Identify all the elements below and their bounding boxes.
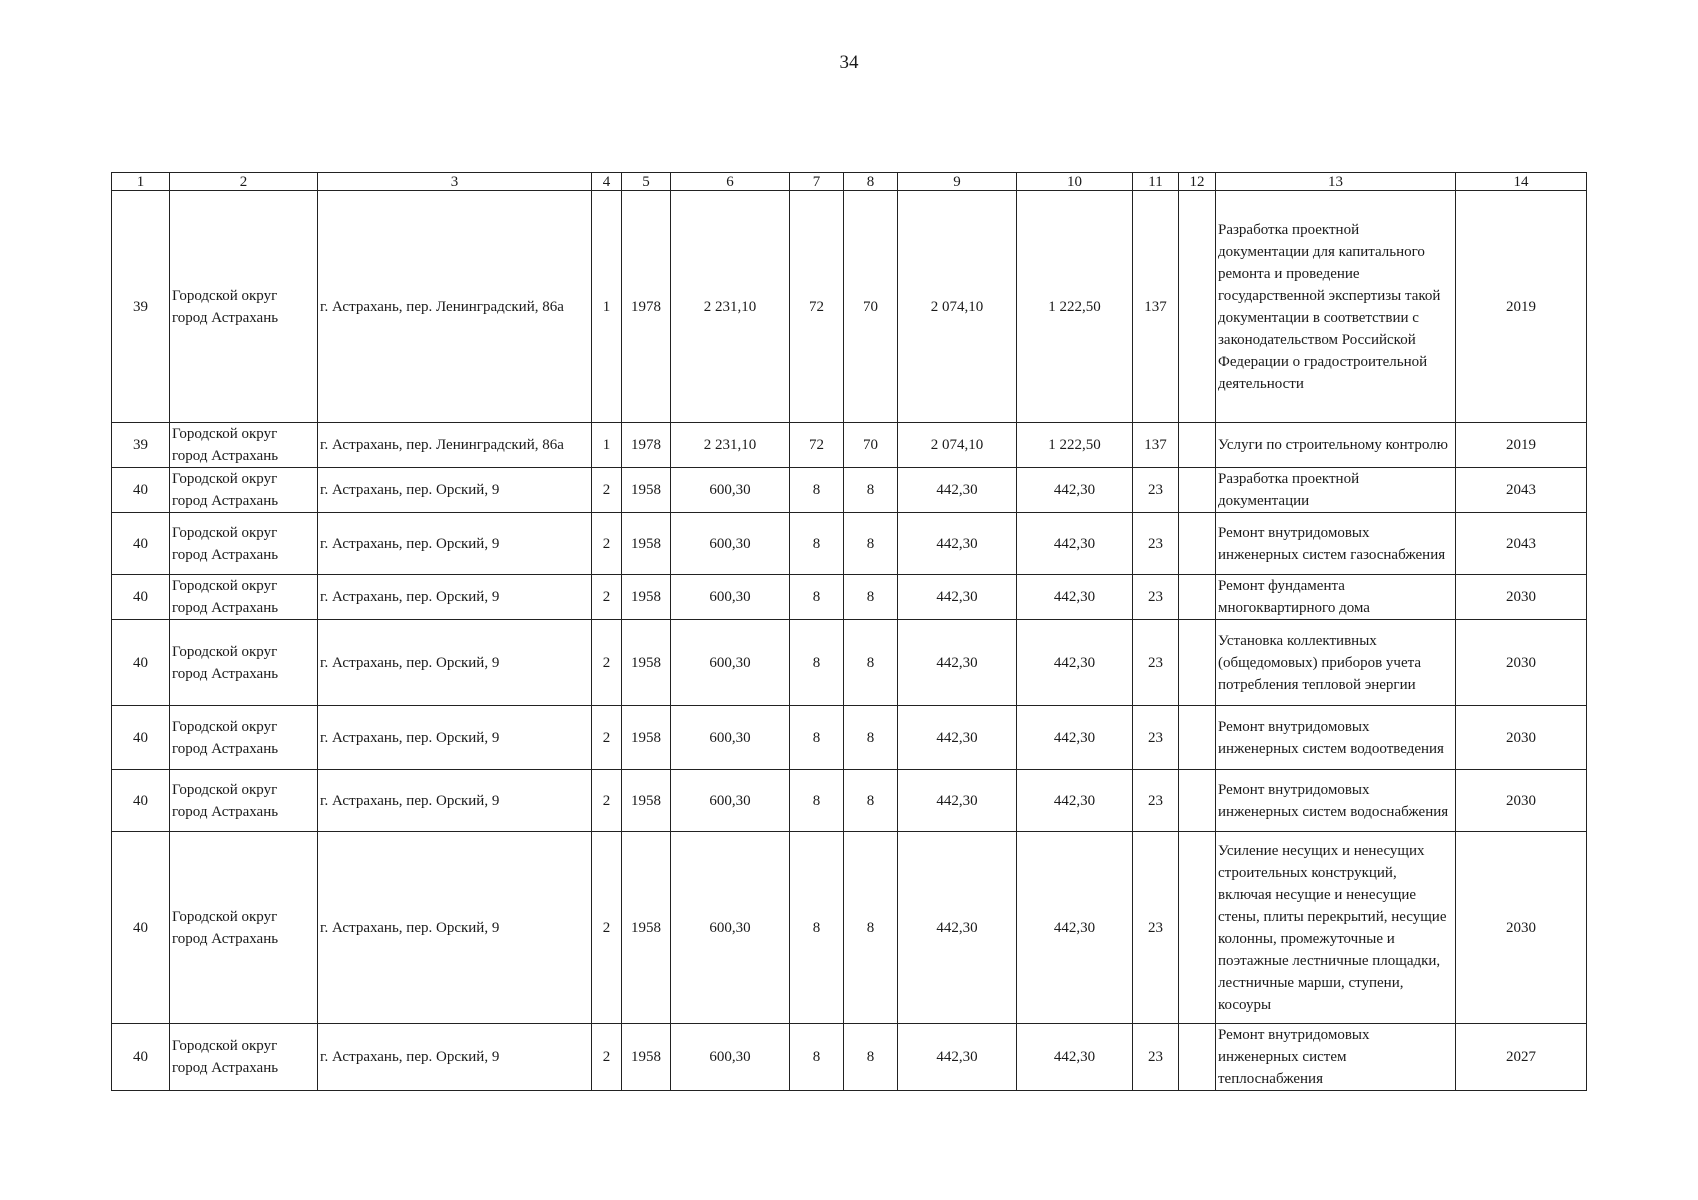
- col-6-cell: 600,30: [671, 468, 790, 513]
- address-cell: г. Астрахань, пер. Ленинградский, 86а: [318, 191, 592, 423]
- col-4-cell: 2: [592, 770, 622, 832]
- header-cell: 6: [671, 173, 790, 191]
- col-10-cell: 442,30: [1017, 832, 1133, 1024]
- col-12-cell: [1179, 706, 1216, 770]
- col-7-cell: 8: [790, 513, 844, 575]
- col-9-cell: 442,30: [898, 832, 1017, 1024]
- work-description-cell: Разработка проектной документации для капитального ремонта и проведение государственной экспертизы такой документации в соответствии с законодательством Российской Федерации о градостроительной деятельности: [1216, 191, 1456, 423]
- col-9-cell: 2 074,10: [898, 423, 1017, 468]
- col-10-cell: 442,30: [1017, 468, 1133, 513]
- col-7-cell: 8: [790, 468, 844, 513]
- col-4-cell: 2: [592, 620, 622, 706]
- col-9-cell: 442,30: [898, 620, 1017, 706]
- header-cell: 14: [1456, 173, 1587, 191]
- col-4-cell: 1: [592, 423, 622, 468]
- municipality-cell: Городской округ город Астрахань: [170, 575, 318, 620]
- table-header-row: [112, 173, 1587, 191]
- row-number-cell: 40: [112, 575, 170, 620]
- col-11-cell: 23: [1133, 706, 1179, 770]
- col-6-cell: 2 231,10: [671, 191, 790, 423]
- work-description-cell: Услуги по строительному контролю: [1216, 423, 1456, 468]
- col-6-cell: 600,30: [671, 575, 790, 620]
- col-8-cell: 8: [844, 1024, 898, 1091]
- year-cell: 1958: [622, 1024, 671, 1091]
- col-8-cell: 8: [844, 620, 898, 706]
- header-cell: 7: [790, 173, 844, 191]
- address-cell: г. Астрахань, пер. Орский, 9: [318, 513, 592, 575]
- col-12-cell: [1179, 423, 1216, 468]
- col-7-cell: 8: [790, 770, 844, 832]
- col-11-cell: 23: [1133, 1024, 1179, 1091]
- col-9-cell: 442,30: [898, 575, 1017, 620]
- year-cell: 1958: [622, 770, 671, 832]
- planned-year-cell: 2019: [1456, 423, 1587, 468]
- col-9-cell: 442,30: [898, 513, 1017, 575]
- work-description-cell: Усиление несущих и ненесущих строительных конструкций, включая несущие и ненесущие стены, плиты перекрытий, несущие колонны, промежуточные и поэтажные лестничные площадки, лестничные марши, ступени, косоуры: [1216, 832, 1456, 1024]
- row-number-cell: 40: [112, 1024, 170, 1091]
- row-number-cell: 40: [112, 770, 170, 832]
- col-12-cell: [1179, 1024, 1216, 1091]
- planned-year-cell: 2030: [1456, 575, 1587, 620]
- col-4-cell: 2: [592, 575, 622, 620]
- col-4-cell: 2: [592, 468, 622, 513]
- table-row: [112, 620, 1587, 706]
- col-10-cell: 442,30: [1017, 620, 1133, 706]
- work-description-cell: Ремонт внутридомовых инженерных систем теплоснабжения: [1216, 1024, 1456, 1091]
- col-12-cell: [1179, 832, 1216, 1024]
- col-6-cell: 600,30: [671, 1024, 790, 1091]
- table-row: [112, 832, 1587, 1024]
- col-8-cell: 8: [844, 575, 898, 620]
- col-10-cell: 1 222,50: [1017, 191, 1133, 423]
- col-4-cell: 2: [592, 1024, 622, 1091]
- table-row: [112, 513, 1587, 575]
- col-8-cell: 8: [844, 770, 898, 832]
- col-4-cell: 2: [592, 513, 622, 575]
- col-10-cell: 442,30: [1017, 513, 1133, 575]
- planned-year-cell: 2043: [1456, 513, 1587, 575]
- col-11-cell: 137: [1133, 191, 1179, 423]
- col-10-cell: 442,30: [1017, 706, 1133, 770]
- col-11-cell: 137: [1133, 423, 1179, 468]
- header-cell: 12: [1179, 173, 1216, 191]
- row-number-cell: 40: [112, 832, 170, 1024]
- col-11-cell: 23: [1133, 832, 1179, 1024]
- col-9-cell: 442,30: [898, 770, 1017, 832]
- col-6-cell: 600,30: [671, 832, 790, 1024]
- header-cell: 11: [1133, 173, 1179, 191]
- header-cell: 9: [898, 173, 1017, 191]
- municipality-cell: Городской округ город Астрахань: [170, 706, 318, 770]
- table-row: [112, 423, 1587, 468]
- address-cell: г. Астрахань, пер. Орский, 9: [318, 1024, 592, 1091]
- address-cell: г. Астрахань, пер. Орский, 9: [318, 620, 592, 706]
- row-number-cell: 40: [112, 468, 170, 513]
- col-7-cell: 8: [790, 575, 844, 620]
- year-cell: 1958: [622, 513, 671, 575]
- year-cell: 1958: [622, 706, 671, 770]
- address-cell: г. Астрахань, пер. Орский, 9: [318, 468, 592, 513]
- planned-year-cell: 2043: [1456, 468, 1587, 513]
- planned-year-cell: 2030: [1456, 770, 1587, 832]
- address-cell: г. Астрахань, пер. Ленинградский, 86а: [318, 423, 592, 468]
- header-cell: 5: [622, 173, 671, 191]
- col-7-cell: 72: [790, 191, 844, 423]
- row-number-cell: 40: [112, 706, 170, 770]
- col-12-cell: [1179, 513, 1216, 575]
- col-7-cell: 72: [790, 423, 844, 468]
- municipality-cell: Городской округ город Астрахань: [170, 191, 318, 423]
- col-7-cell: 8: [790, 620, 844, 706]
- col-4-cell: 1: [592, 191, 622, 423]
- municipality-cell: Городской округ город Астрахань: [170, 620, 318, 706]
- year-cell: 1958: [622, 620, 671, 706]
- header-cell: 2: [170, 173, 318, 191]
- col-11-cell: 23: [1133, 513, 1179, 575]
- col-9-cell: 442,30: [898, 1024, 1017, 1091]
- year-cell: 1978: [622, 423, 671, 468]
- col-4-cell: 2: [592, 706, 622, 770]
- work-description-cell: Установка коллективных (общедомовых) приборов учета потребления тепловой энергии: [1216, 620, 1456, 706]
- year-cell: 1958: [622, 575, 671, 620]
- col-8-cell: 70: [844, 423, 898, 468]
- col-10-cell: 442,30: [1017, 770, 1133, 832]
- table-row: [112, 1024, 1587, 1091]
- work-description-cell: Разработка проектной документации: [1216, 468, 1456, 513]
- col-9-cell: 2 074,10: [898, 191, 1017, 423]
- header-cell: 3: [318, 173, 592, 191]
- col-12-cell: [1179, 620, 1216, 706]
- table-row: [112, 575, 1587, 620]
- planned-year-cell: 2030: [1456, 620, 1587, 706]
- municipality-cell: Городской округ город Астрахань: [170, 832, 318, 1024]
- col-8-cell: 8: [844, 706, 898, 770]
- planned-year-cell: 2030: [1456, 832, 1587, 1024]
- year-cell: 1978: [622, 191, 671, 423]
- page-number: 34: [839, 52, 859, 73]
- col-8-cell: 8: [844, 468, 898, 513]
- address-cell: г. Астрахань, пер. Орский, 9: [318, 770, 592, 832]
- col-7-cell: 8: [790, 832, 844, 1024]
- col-7-cell: 8: [790, 1024, 844, 1091]
- col-6-cell: 600,30: [671, 770, 790, 832]
- row-number-cell: 40: [112, 513, 170, 575]
- col-10-cell: 1 222,50: [1017, 423, 1133, 468]
- col-11-cell: 23: [1133, 468, 1179, 513]
- address-cell: г. Астрахань, пер. Орский, 9: [318, 832, 592, 1024]
- row-number-cell: 39: [112, 191, 170, 423]
- address-cell: г. Астрахань, пер. Орский, 9: [318, 575, 592, 620]
- col-11-cell: 23: [1133, 575, 1179, 620]
- col-4-cell: 2: [592, 832, 622, 1024]
- work-description-cell: Ремонт внутридомовых инженерных систем газоснабжения: [1216, 513, 1456, 575]
- col-8-cell: 8: [844, 513, 898, 575]
- work-description-cell: Ремонт фундамента многоквартирного дома: [1216, 575, 1456, 620]
- planned-year-cell: 2030: [1456, 706, 1587, 770]
- col-9-cell: 442,30: [898, 468, 1017, 513]
- table-row: [112, 468, 1587, 513]
- table-row: [112, 770, 1587, 832]
- year-cell: 1958: [622, 832, 671, 1024]
- col-11-cell: 23: [1133, 620, 1179, 706]
- municipality-cell: Городской округ город Астрахань: [170, 1024, 318, 1091]
- col-8-cell: 8: [844, 832, 898, 1024]
- col-6-cell: 600,30: [671, 513, 790, 575]
- row-number-cell: 40: [112, 620, 170, 706]
- municipality-cell: Городской округ город Астрахань: [170, 423, 318, 468]
- address-cell: г. Астрахань, пер. Орский, 9: [318, 706, 592, 770]
- header-cell: 1: [112, 173, 170, 191]
- work-description-cell: Ремонт внутридомовых инженерных систем водоснабжения: [1216, 770, 1456, 832]
- col-12-cell: [1179, 468, 1216, 513]
- planned-year-cell: 2019: [1456, 191, 1587, 423]
- work-description-cell: Ремонт внутридомовых инженерных систем водоотведения: [1216, 706, 1456, 770]
- col-6-cell: 600,30: [671, 706, 790, 770]
- col-6-cell: 2 231,10: [671, 423, 790, 468]
- table-row: [112, 191, 1587, 423]
- header-cell: 10: [1017, 173, 1133, 191]
- header-cell: 8: [844, 173, 898, 191]
- col-7-cell: 8: [790, 706, 844, 770]
- col-10-cell: 442,30: [1017, 575, 1133, 620]
- planned-year-cell: 2027: [1456, 1024, 1587, 1091]
- municipality-cell: Городской округ город Астрахань: [170, 468, 318, 513]
- col-9-cell: 442,30: [898, 706, 1017, 770]
- works-table: [111, 172, 1587, 1091]
- col-12-cell: [1179, 575, 1216, 620]
- municipality-cell: Городской округ город Астрахань: [170, 513, 318, 575]
- table-row: [112, 706, 1587, 770]
- year-cell: 1958: [622, 468, 671, 513]
- municipality-cell: Городской округ город Астрахань: [170, 770, 318, 832]
- row-number-cell: 39: [112, 423, 170, 468]
- col-11-cell: 23: [1133, 770, 1179, 832]
- col-12-cell: [1179, 770, 1216, 832]
- col-8-cell: 70: [844, 191, 898, 423]
- header-cell: 4: [592, 173, 622, 191]
- col-6-cell: 600,30: [671, 620, 790, 706]
- header-cell: 13: [1216, 173, 1456, 191]
- col-10-cell: 442,30: [1017, 1024, 1133, 1091]
- col-12-cell: [1179, 191, 1216, 423]
